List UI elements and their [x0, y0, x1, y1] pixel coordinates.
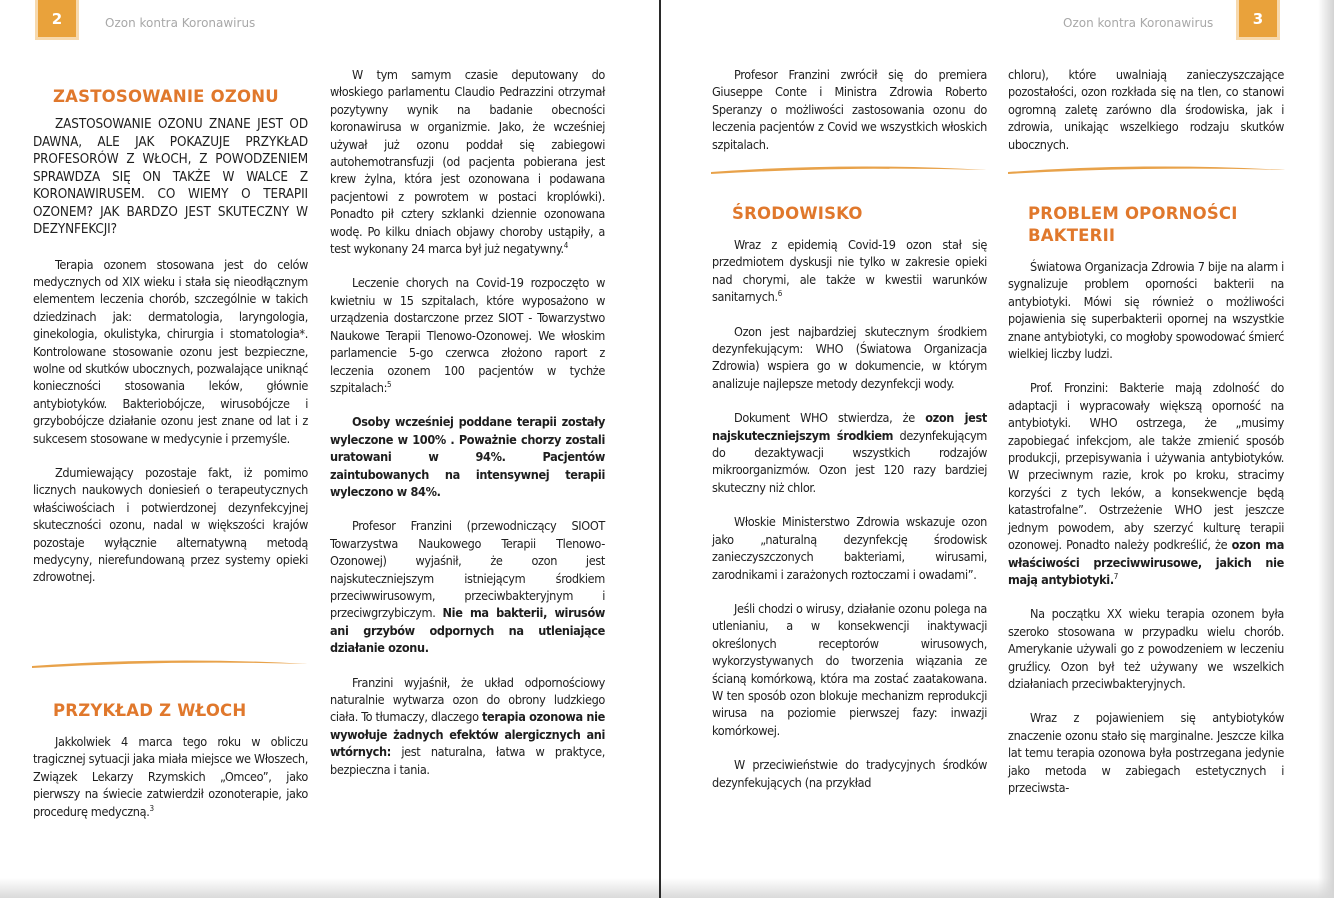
running-title-left: Ozon kontra Koronawirus — [105, 16, 256, 30]
body-text: dezynfekującym do dezaktywacji wszystkich rodzajów mikroorganizmów. Ozon jest 120 razy bardziej skuteczny niż chlor. — [712, 427, 987, 495]
body-paragraph: chloru), które uwalniają zanieczyszczające pozostałości, ozon rozkłada się na tlen, co stanowi ogromną zaletę zarówno dla środowiska, jak i zdrowia, unikając wszelkiego rodzaju skutków ubocznych. — [1008, 67, 1284, 152]
body-text: Wraz z epidemią Covid-19 ozon stał się przedmiotem dyskusji nie tylko w zakresie opieki nad chorymi, ale także w kwestii warunków sanitarnych. — [712, 237, 987, 305]
section-heading-przyklad: PRZYKŁAD Z WŁOCH — [53, 701, 247, 720]
body-paragraph — [33, 733, 308, 820]
body-paragraph: Na początku XX wieku terapia ozonem była szeroko stosowana w przypadku wielu chorób. Amerykanie używali go z powodzeniem w leczeniu gruźlicy. Ozon był też używany we wszelkich działaniach przeciwbakteryjnych. — [1008, 606, 1284, 691]
section-heading-srodowisko: ŚRODOWISKO — [732, 204, 863, 223]
heading-line: BAKTERII — [1028, 226, 1116, 245]
body-paragraph: Włoskie Ministerstwo Zdrowia wskazuje ozon jako „naturalną dezynfekcję środowisk zanieczyszczonych bakteriami, wirusami, zarodnikami i zarażonych roztoczami i owadami”. — [712, 514, 987, 582]
page-number-left: 2 — [35, 0, 79, 40]
decorative-divider — [709, 163, 989, 177]
body-text: jest naturalna, łatwa w praktyce, bezpieczna i tania. — [330, 744, 605, 777]
page-shadow — [661, 878, 1334, 898]
column-4-continued — [1008, 203, 1284, 796]
column-1 — [33, 86, 308, 586]
body-paragraph — [330, 517, 605, 656]
body-paragraph: Światowa Organizacja Zdrowia 7 bije na alarm i sygnalizuje problem oporności bakterii na antybiotyki. Mówi się również o możliwości pojawienia się superbakterii opornej na wszystkie znane antybiotyki, co mogłoby spowodować śmierć wielkiej liczby ludzi. — [1008, 259, 1284, 362]
body-paragraph: Profesor Franzini zwrócił się do premiera Giuseppe Conte i Ministra Zdrowia Roberto Speranzy o możliwości zastosowania ozonu do leczenia pacjentów z Covid we wszystkich włoskich szpitalach. — [712, 67, 987, 152]
bold-text: Osoby wcześniej poddane terapii zostały wyleczone w 100% . Poważnie chorzy zostali uratowani w 94%. Pacjentów zaintubowanych na intensywnej terapii wyleczono w 84%. — [330, 414, 605, 499]
body-paragraph — [1008, 379, 1284, 588]
column-4 — [1008, 66, 1284, 153]
decorative-divider — [1006, 163, 1288, 177]
heading-line: PROBLEM OPORNOŚCI — [1028, 204, 1238, 223]
body-text: Profesor Franzini (przewodniczący SIOOT Towarzystwa Naukowego Terapii Tlenowo-Ozonowej) wyjaśnił, że ozon jest najskuteczniejszym istniejącym środkiem przeciwwirusowym, przeciwbakteryjnym i przeciwgrzybiczym. — [330, 518, 605, 621]
body-paragraph: Wraz z pojawieniem się antybiotyków znaczenie ozonu stało się marginalne. Jeszcze kilka lat temu terapia ozonowa była postrzegana jedynie jako metoda w zabiegach estetycznych i przeciwsta- — [1008, 710, 1284, 795]
body-text: Jakkolwiek 4 marca tego roku w obliczu tragicznej sytuacji jaka miała miejsce we Włoszech, Związek Lekarzy Rzymskich „Omceo”, jako pierwszy na świecie zatwierdził ozonoterapie, jako procedurę medyczną. — [33, 734, 308, 819]
running-title-right: Ozon kontra Koronawirus — [1063, 16, 1214, 30]
body-paragraph — [712, 236, 987, 306]
body-paragraph — [330, 674, 605, 778]
column-3-continued — [712, 203, 987, 791]
page-shadow — [0, 878, 659, 898]
footnote-ref: 5 — [387, 379, 392, 389]
bold-text: ozon jest najskuteczniejszym środkiem — [712, 410, 987, 443]
footnote-ref: 4 — [563, 240, 568, 250]
body-text: Dokument WHO stwierdza, że — [734, 410, 926, 426]
body-text: Leczenie chorych na Covid-19 rozpoczęto w kwietniu w 15 szpitalach, które wyposażono w urządzenia dostarczone przez SIOT - Towarzystwo Naukowe Terapii Tlenowo-Ozonowej. We włoskim parlamencie 5-go czerwca złożono raport z leczenia ozonem 100 pacjentów w tychże szpitalach: — [330, 275, 605, 395]
page-number-right: 3 — [1236, 0, 1280, 40]
bold-text: terapia ozonowa nie wywołuje żadnych efektów alergicznych ani wtórnych: — [330, 709, 605, 760]
body-paragraph: Ozon jest najbardziej skutecznym środkiem dezynfekującym: WHO (Światowa Organizacja Zdrowia) wspiera go w dokumencie, w którym analizuje najlepsze metody dezynfekcji wody. — [712, 323, 987, 391]
body-text: Franzini wyjaśnił, że układ odpornościowy naturalnie wytwarza ozon do obrony ludzkiego ciała. To tłumaczy, dlaczego — [330, 674, 605, 725]
body-paragraph — [712, 409, 987, 496]
footnote-ref: 3 — [149, 803, 154, 813]
column-1-continued — [33, 700, 308, 820]
column-3 — [712, 66, 987, 153]
column-2 — [330, 66, 605, 778]
section-heading-zastosowanie: ZASTOSOWANIE OZONU — [53, 87, 279, 106]
section-heading-problem — [1028, 203, 1284, 247]
left-page — [0, 0, 659, 898]
footnote-ref: 7 — [1113, 571, 1119, 581]
body-paragraph: W przeciwieństwie do tradycyjnych środków dezynfekujących (na przykład — [712, 757, 987, 790]
body-text: Prof. Fronzini: Bakterie mają zdolność do adaptacji i wypracowały większą oporność na antybiotyki. WHO ostrzega, że „musimy zapobiegać infekcjom, ale także zmienić sposób produkcji, przepisywania i używania antybiotyków. W przeciwnym razie, krok po kroku, stracimy korzyści z tych leków, a konsekwencje będą katastrofalne”. Ostrzeżenie WHO jest jeszcze jednym powodem, aby szerzyć kulturę terapii ozonowej. Ponadto należy podkreślić, że — [1008, 380, 1284, 553]
bold-paragraph — [330, 413, 605, 500]
body-paragraph: Terapia ozonem stosowana jest do celów medycznych od XIX wieku i stała się nieodłącznym elementem leczenia chorób, szczególnie w takich dziedzinach jak: dermatologia, laryngologia, ginekologia, okulistyka, chirurgia i stomatologia*. Kontrolowane stosowanie ozonu jest bezpieczne, wolne od skutków ubocznych, pozwalające uniknąć konieczności stosowania leków, głównie antybiotyków. Bakteriobójcze, wirusobójcze i grzybobójcze działanie ozonu jest znane od lat i z sukcesem stosowane w medycynie i przemyśle. — [33, 256, 308, 446]
bold-text: ozon ma właściwości przeciwwirusowe, jakich nie mają antybiotyki. — [1008, 537, 1284, 587]
bold-text: Nie ma bakterii, wirusów ani grzybów odpornych na utleniające działanie ozonu. — [330, 605, 605, 656]
body-text: W tym samym czasie deputowany do włoskiego parlamentu Claudio Pedrazzini otrzymał pozytywny wynik na badanie obecności koronawirusa w organizmie. Jako, że wcześniej używał już ozonu poddał się zabiegowi autohemotransfuzji (od pacjenta pobierana jest krew żylna, która jest ozonowana i podawana pacjentowi z powrotem w postaci kroplówki). Ponadto pił cztery szklanki dziennie ozonowana wodę. Po kilku dniach objawy choroby ustąpiły, a test wykonany 24 marca był już negatywny. — [330, 67, 605, 257]
body-paragraph: Jeśli chodzi o wirusy, działanie ozonu polega na utlenianiu, a w konsekwencji inaktywacji określonych receptorów wirusowych, wykorzystywanych do tworzenia wiązania ze ścianą komórkową, która ma zostać zaatakowana. W ten sposób ozon blokuje mechanizm reprodukcji wirusa na poziomie pierwszej fazy: inwazji komórkowej. — [712, 600, 987, 738]
footnote-ref: 6 — [777, 289, 782, 299]
right-page — [661, 0, 1334, 898]
body-paragraph — [330, 66, 605, 257]
decorative-divider — [30, 657, 310, 671]
body-paragraph — [330, 274, 605, 396]
body-paragraph: Zdumiewający pozostaje fakt, iż pomimo licznych naukowych doniesień o terapeutycznych właściwościach i potwierdzonej dezynfekcyjnej skuteczności ozonu, nadal w większości krajów pozostaje wyłącznie alternatywną metodą medycyny, nierefundowaną przez systemy opieki zdrowotnej. — [33, 464, 308, 585]
page-edge-shadow — [1318, 0, 1334, 898]
intro-paragraph: ZASTOSOWANIE OZONU ZNANE JEST OD DAWNA, ALE JAK POKAZUJE PRZYKŁAD PROFESORÓW Z WŁOCH, Z POWODZENIEM SPRAWDZA SIĘ ON TAKŻE W WALCE Z KORONAWIRUSEM. CO WIEMY O TERAPII OZONEM? JAK BARDZO JEST SKUTECZNY W DEZYNFEKCJI? — [33, 117, 308, 237]
